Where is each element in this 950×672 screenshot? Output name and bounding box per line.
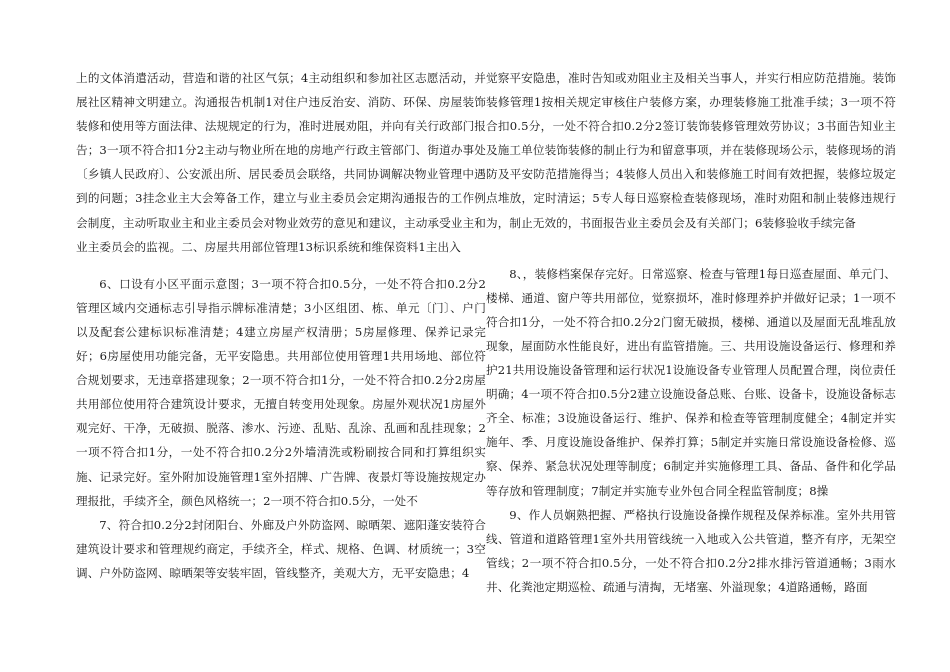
paragraph: 9、作人员娴熟把握、严格执行设施设备操作规程及保养标准。室外共用管线、管道和道路管理1室外共用管线统一入地或入公共管道，整齐有序，无架空管线；2一项不符合扣0.5分，一处不符合扣0.2分2排水排污管道通畅；3雨水井、化粪池定期巡检、疏通与清掏，无堵塞、外溢现象；4道路通畅，路面 [486,507,896,594]
paragraph: 8、，装修档案保存完好。日常巡察、检查与管理1每日巡查屋面、单元门、楼梯、通道、窗户等共用部位，觉察损坏，准时修理养护并做好记录；1一项不符合扣1分，一处不符合扣0.2分2门窗无破损，楼梯、通道以及屋面无乱堆乱放现象，屋面防水性能良好，进出有监管措施。三、共用设施设备运行、修理和养护21共用设施设备管理和运行状况1设施设备专业管理人员配置合理，岗位责任明确；4一项不符合扣0.5分2建立设施设备总账、台账、设备卡，设施设备标志齐全、标准；3设施设备运行、维护、保养和检查等管理制度健全；4制定并实施年、季、月度设施设备维护、保养打算；5制定并实施日常设施设备检修、巡察、保养、紧急状况处理等制度；6制定并实施修理工具、备品、备件和化学品等存放和管理制度；7制定并实施专业外包合同全程监管制度；8操 [486,266,896,498]
paragraph: 7、符合扣0.2分2封闭阳台、外廊及户外防盗网、晾晒架、遮阳蓬安装符合建筑设计要求和管理规约商定，手续齐全，样式、规格、色调、材质统一；3空调、户外防盗网、晾晒架等安装牢固，管线整齐，美观大方，无平安隐患；4 [76,517,486,580]
paragraph-gap [486,235,896,262]
paragraph-gap [76,259,486,272]
left-text-column [76,66,486,585]
paragraph: 觉察平安隐患，准时告知或劝阻业主及相关当事人，并实行相应防范措施。装饰装修管理1按相关规定审核住户装修方案，办理装修施工批准手续；3一项不符合扣0.5分，一处不符合扣0.2分2签订装饰装修管理效劳协议；3书面告知业主及施工单位装饰装修的制止行为和留意事项，并在装修现场公示，装修现场的消防及平安防范措施得当；4装修人员出入和装修施工时间有效把握，装修垃圾定点堆放，定时清运；5专人每日巡察检查装修现场，准时劝阻和制止装修违规行为，制止无效的，书面报告业主委员会及有关部门；6装修验收手续完备 [486,71,896,230]
paragraph: 上的文体消遣活动，营造和谐的社区气氛；4主动组织和参加社区志愿活动，并展社区精神文明建立。沟通报告机制1对住户违反治安、消防、环保、房屋装饰装修和使用等方面法律、法规规定的行为，准时进展劝阻，并向有关行政部门报告；3一项不符合扣1分2主动与物业所在地的房地产行政主管部门、街道办事处〔乡镇人民政府〕、公安派出所、居民委员会联络，共同协调解决物业管理中遇到的问题；3挂念业主大会筹备工作，建立与业主委员会定期沟通报告的工作例会制度，主动听取业主和业主委员会对物业效劳的意见和建议，主动承受业主和业主委员会的监视。二、房屋共用部位管理13标识系统和维保资料1主出入 [76,71,486,254]
paragraph: 6、口设有小区平面示意图；3一项不符合扣0.5分，一处不符合扣0.2分2管理区域内交通标志引导指示牌标准清楚；3小区组团、栋、单元〔门〕、户门以及配套公建标识标准清楚；4建立房屋产权清册；5房屋修理、保养记录完好；6房屋使用功能完备，无平安隐患。共用部位使用管理1共用场地、部位符合规划要求，无违章搭建现象；2一项不符合扣1分，一处不符合扣0.2分2房屋共用部位使用符合建筑设计要求，无擅自转变用处现象。房屋外观状况1房屋外观完好、干净，无破损、脱落、渗水、污迹、乱贴、乱涂、乱画和乱挂现象；2一项不符合扣1分，一处不符合扣0.2分2外墙清洗或粉刷按合同和打算组织实施、记录完好。室外附加设施管理1室外招牌、广告牌、夜景灯等设施按规定办理报批，手续齐全，颜色风格统一；2一项不符合扣0.5分，一处不 [76,276,486,508]
right-text-column [486,66,896,599]
